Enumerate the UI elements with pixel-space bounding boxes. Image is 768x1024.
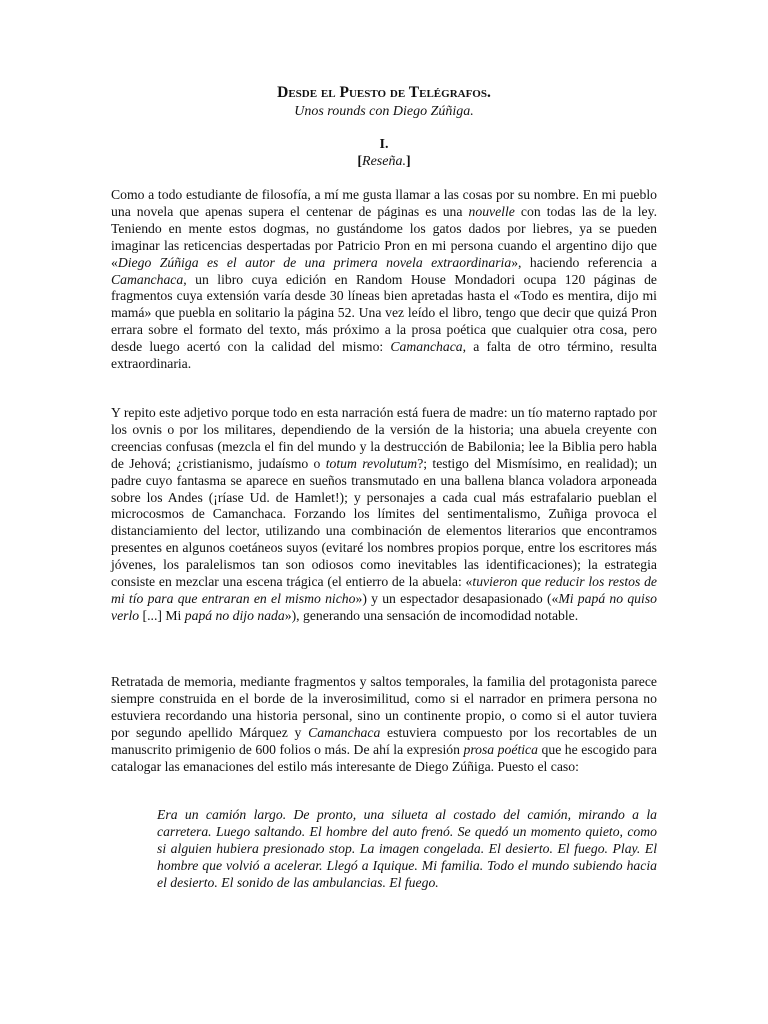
section-heading (0, 153, 768, 171)
paragraph-3 (111, 674, 657, 775)
text-run: Y repito este adjetivo porque todo en esta narración está fuera de madre: un tío materno raptado por los ovnis o por los militares, dependiendo de la versión de la historia; una abuela creyente con creencias confusas (mezcla el fin del mundo y la destrucción de Babilonia; lee la Biblia pero habla de Jehová; ¿cristianismo, judaísmo o (111, 405, 657, 471)
text-run: con todas las de la ley. Teniendo en mente estos dogmas, no gustándome los gatos dados por liebres, ya se pueden imaginar las reticencias despertadas por Patricio Pron en mi persona cuando el argentino dijo que « (111, 203, 658, 270)
paragraph-2 (111, 405, 657, 625)
section-label: Reseña. (362, 154, 406, 169)
section-bracket-close: ] (405, 154, 411, 169)
italic-text-run: Diego Zúñiga es el autor de una primera novela extraordinaria (117, 254, 512, 270)
italic-text-run: Mi papá no quiso verlo (111, 590, 657, 623)
text-run: , a falta de otro término, resulta extraordinaria. (111, 339, 657, 372)
section-number: I. (379, 137, 389, 152)
italic-text-run: tuvieron que reducir los restos de mi tío para que entraran en el mismo nicho (111, 574, 657, 606)
paragraph-1 (111, 187, 657, 373)
italic-text-run: Camanchaca (308, 724, 381, 740)
italic-text-run: Camanchaca (111, 271, 184, 287)
document-title: Desde el Puesto de Telégrafos. (277, 84, 491, 101)
text-run: Retratada de memoria, mediante fragmentos y saltos temporales, la familia del protagonista parece siempre construida en el borde de la inverosimilitud, como si el narrador en primera persona no estuviera recordando una historia personal, sino un continente propio, o como si el autor tuviera por segundo apellido Márquez y (111, 674, 657, 740)
text-run: [...] Mi (139, 607, 185, 623)
text-run: , un libro cuya edición en Random House Mondadori ocupa 120 páginas de fragmentos cuya extensión varía desde 30 líneas bien apretadas hasta el «Todo es mentira, dijo mi mamá» que puebla en solitario la página 52. Una vez leído el libro, tengo que decir que quizá Pron errara sobre el formato del texto, más próximo a la prosa poética que cualquier otra cosa, pero desde luego acertó con la calidad del mismo: (111, 271, 657, 355)
italic-text-run: nouvelle (468, 203, 515, 219)
text-run: estuviera compuesto por los recortables de un manuscrito primigenio de 600 folios o más. De ahí la expresión (111, 724, 657, 757)
text-run: ») y un espectador desapasionado (« (355, 590, 559, 606)
italic-text-run: papá no dijo nada (184, 607, 285, 623)
italic-text-run: Camanchaca (390, 339, 463, 355)
text-run: ?; testigo del Mismísimo, en realidad); un padre cuyo fantasma se aparece en sueños transmutado en una ballena blanca voladora arponeada sobre los Andes (¡ríase Ud. de Hamlet!); y personajes a cada cual más estrafalario pueblan el microcosmos de Camanchaca. Forzando los límites del sentimentalismo, Zuñiga provoca el distanciamiento del lector, utilizando una combinación de elementos literarios que encontramos presentes en algunos coetáneos suyos (evitaré los nombres propios porque, entre los escritores más jóvenes, los paralelismos tan son odiosos como inevitables las identificaciones); la estrategia consiste en mezclar una escena trágica (el entierro de la abuela: « (111, 455, 657, 590)
italic-text-run: totum revolutum (325, 455, 418, 471)
section-bracket-open: [ (357, 154, 363, 169)
text-run: que he escogido para catalogar las emanaciones del estilo más interesante de Diego Zúñiga. Puesto el caso: (111, 741, 657, 774)
block-quote: Era un camión largo. De pronto, una silueta al costado del camión, mirando a la carretera. Luego saltando. El hombre del auto frenó. Se quedó un momento quieto, como si alguien hubiera presionado stop. La imagen congelada. El desierto. El fuego. Play. El hombre que volvió a acelerar. Llegó a Iquique. Mi familia. Todo el mundo subiendo hacia el desierto. El sonido de las ambulancias. El fuego. (157, 807, 657, 890)
text-run: Como a todo estudiante de filosofía, a mí me gusta llamar a las cosas por su nombre. En mi pueblo una novela que apenas supera el centenar de páginas es una (111, 187, 657, 219)
document-subtitle: Unos rounds con Diego Zúñiga. (294, 104, 474, 119)
text-run: », haciendo referencia a (511, 254, 657, 270)
text-run: »), generando una sensación de incomodidad notable. (284, 607, 579, 623)
italic-text-run: prosa poética (463, 741, 538, 757)
